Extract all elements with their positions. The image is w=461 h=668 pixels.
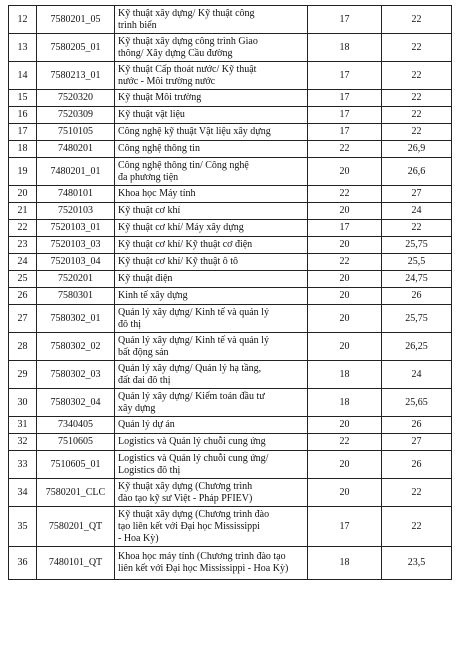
program-name-cell [115, 451, 308, 479]
threshold-score-cell: 22 [308, 186, 382, 203]
table-row [9, 34, 452, 62]
program-code-cell: 7580302_01 [37, 305, 115, 333]
program-name-line: Logistics và Quản lý chuỗi cung ứng/ [118, 452, 269, 464]
program-code-cell: 7520103_01 [37, 220, 115, 237]
admission-score-table [8, 5, 452, 580]
row-number-cell: 32 [9, 434, 37, 451]
row-number-cell: 18 [9, 141, 37, 158]
program-name-line: Quản lý xây dựng/ Kiểm toán đầu tư [118, 390, 265, 402]
table-row [9, 507, 452, 547]
program-code-cell: 7510105 [37, 124, 115, 141]
program-name-line: Logistics đô thị [118, 464, 181, 476]
program-name-line: xây dựng [118, 402, 156, 414]
table-row [9, 361, 452, 389]
score-cell: 26,6 [382, 158, 452, 186]
table-row [9, 141, 452, 158]
program-name-line: Kỹ thuật Môi trường [118, 92, 202, 103]
score-cell: 26,9 [382, 141, 452, 158]
program-name-cell [115, 220, 308, 237]
score-cell: 26 [382, 451, 452, 479]
program-name-line: Logistics và Quản lý chuỗi cung ứng [118, 436, 266, 447]
program-name-line: Công nghệ thông tin [118, 143, 200, 154]
score-cell: 26 [382, 288, 452, 305]
table-row [9, 107, 452, 124]
program-name-line: Kinh tế xây dựng [118, 290, 188, 301]
threshold-score-cell: 20 [308, 237, 382, 254]
row-number-cell: 34 [9, 479, 37, 507]
table-row [9, 90, 452, 107]
table-row [9, 479, 452, 507]
row-number-cell: 15 [9, 90, 37, 107]
program-name-cell [115, 333, 308, 361]
row-number-cell: 16 [9, 107, 37, 124]
score-cell: 25,75 [382, 305, 452, 333]
program-name-cell [115, 141, 308, 158]
score-cell: 22 [382, 124, 452, 141]
score-cell: 22 [382, 90, 452, 107]
threshold-score-cell: 18 [308, 361, 382, 389]
program-code-cell: 7580213_01 [37, 62, 115, 90]
row-number-cell: 20 [9, 186, 37, 203]
threshold-score-cell: 20 [308, 288, 382, 305]
row-number-cell: 25 [9, 271, 37, 288]
threshold-score-cell: 20 [308, 158, 382, 186]
program-name-line: Kỹ thuật xây dựng công trình Giao [118, 35, 258, 47]
score-cell: 25,75 [382, 237, 452, 254]
program-name-cell [115, 6, 308, 34]
row-number-cell: 14 [9, 62, 37, 90]
row-number-cell: 27 [9, 305, 37, 333]
row-number-cell: 12 [9, 6, 37, 34]
program-name-cell [115, 90, 308, 107]
threshold-score-cell: 18 [308, 389, 382, 417]
program-name-cell [115, 361, 308, 389]
row-number-cell: 29 [9, 361, 37, 389]
threshold-score-cell: 22 [308, 254, 382, 271]
program-name-cell [115, 107, 308, 124]
program-name-line: Quản lý dự án [118, 419, 175, 430]
program-name-line: Kỹ thuật vật liệu [118, 109, 185, 120]
program-name-cell [115, 479, 308, 507]
program-code-cell: 7480201 [37, 141, 115, 158]
threshold-score-cell: 20 [308, 305, 382, 333]
program-name-line: đào tạo kỹ sư Việt - Pháp PFIEV) [118, 492, 253, 504]
program-name-line: Kỹ thuật cơ khí [118, 205, 181, 216]
program-name-cell [115, 186, 308, 203]
threshold-score-cell: 22 [308, 141, 382, 158]
program-name-cell [115, 254, 308, 271]
threshold-score-cell: 17 [308, 124, 382, 141]
table-row [9, 333, 452, 361]
program-code-cell: 7520201 [37, 271, 115, 288]
program-code-cell: 7580201_CLC [37, 479, 115, 507]
program-code-cell: 7520103_03 [37, 237, 115, 254]
threshold-score-cell: 20 [308, 417, 382, 434]
table-row [9, 434, 452, 451]
program-name-line: đô thị [118, 318, 142, 330]
score-cell: 24 [382, 203, 452, 220]
row-number-cell: 13 [9, 34, 37, 62]
threshold-score-cell: 17 [308, 90, 382, 107]
table-row [9, 124, 452, 141]
program-name-cell [115, 62, 308, 90]
program-name-line: thông/ Xây dựng Cầu đường [118, 47, 233, 59]
program-name-line: Kỹ thuật Cấp thoát nước/ Kỹ thuật [118, 63, 257, 75]
table-row [9, 288, 452, 305]
program-code-cell: 7520103_04 [37, 254, 115, 271]
program-code-cell: 7480101_QT [37, 547, 115, 580]
score-cell: 23,5 [382, 547, 452, 580]
program-code-cell: 7580301 [37, 288, 115, 305]
program-code-cell: 7510605 [37, 434, 115, 451]
program-name-cell [115, 34, 308, 62]
program-name-cell [115, 547, 308, 580]
program-name-line: Kỹ thuật xây dựng/ Kỹ thuật công [118, 7, 255, 19]
table-row [9, 158, 452, 186]
row-number-cell: 17 [9, 124, 37, 141]
table-row [9, 62, 452, 90]
score-cell: 22 [382, 62, 452, 90]
program-name-line: bất động sản [118, 346, 169, 358]
threshold-score-cell: 22 [308, 434, 382, 451]
program-code-cell: 7580302_04 [37, 389, 115, 417]
program-code-cell: 7520103 [37, 203, 115, 220]
program-name-line: Khoa học máy tính (Chương trình đào tạo [118, 551, 286, 562]
program-name-line: liên kết với Đại học Mississippi - Hoa Kỳ) [118, 563, 289, 574]
program-code-cell: 7520320 [37, 90, 115, 107]
threshold-score-cell: 17 [308, 107, 382, 124]
program-name-line: Công nghệ kỹ thuật Vật liệu xây dựng [118, 126, 271, 137]
threshold-score-cell: 17 [308, 220, 382, 237]
table-row [9, 186, 452, 203]
threshold-score-cell: 17 [308, 62, 382, 90]
table-row [9, 547, 452, 580]
program-name-cell [115, 237, 308, 254]
threshold-score-cell: 20 [308, 271, 382, 288]
table-row [9, 237, 452, 254]
row-number-cell: 33 [9, 451, 37, 479]
program-code-cell: 7580201_QT [37, 507, 115, 547]
row-number-cell: 24 [9, 254, 37, 271]
score-cell: 22 [382, 479, 452, 507]
row-number-cell: 21 [9, 203, 37, 220]
row-number-cell: 28 [9, 333, 37, 361]
score-cell: 22 [382, 107, 452, 124]
program-name-line: Quản lý xây dựng/ Kinh tế và quản lý [118, 334, 269, 346]
table-body [9, 6, 452, 580]
program-name-line: nước - Môi trường nước [118, 75, 216, 87]
score-cell: 24 [382, 361, 452, 389]
score-cell: 26 [382, 417, 452, 434]
program-name-cell [115, 203, 308, 220]
program-code-cell: 7480101 [37, 186, 115, 203]
program-name-cell [115, 158, 308, 186]
program-name-line: tạo liên kết với Đại học Mississippi [118, 520, 260, 532]
program-name-cell [115, 305, 308, 333]
threshold-score-cell: 17 [308, 6, 382, 34]
threshold-score-cell: 20 [308, 333, 382, 361]
program-name-cell [115, 434, 308, 451]
score-cell: 25,65 [382, 389, 452, 417]
row-number-cell: 22 [9, 220, 37, 237]
threshold-score-cell: 20 [308, 451, 382, 479]
program-name-line: Kỹ thuật cơ khí/ Máy xây dựng [118, 222, 244, 233]
program-name-line: Kỹ thuật cơ khí/ Kỹ thuật ô tô [118, 256, 238, 267]
program-name-cell [115, 507, 308, 547]
score-cell: 27 [382, 186, 452, 203]
table-row [9, 271, 452, 288]
row-number-cell: 36 [9, 547, 37, 580]
threshold-score-cell: 18 [308, 34, 382, 62]
row-number-cell: 26 [9, 288, 37, 305]
program-code-cell: 7580201_05 [37, 6, 115, 34]
score-cell: 22 [382, 34, 452, 62]
table-row [9, 389, 452, 417]
program-code-cell: 7340405 [37, 417, 115, 434]
table-row [9, 417, 452, 434]
program-name-cell [115, 389, 308, 417]
program-code-cell: 7480201_01 [37, 158, 115, 186]
score-cell: 27 [382, 434, 452, 451]
table-row [9, 220, 452, 237]
score-cell: 24,75 [382, 271, 452, 288]
score-cell: 22 [382, 507, 452, 547]
program-name-line: đa phương tiện [118, 171, 179, 183]
program-name-cell [115, 271, 308, 288]
program-name-line: Kỹ thuật cơ khí/ Kỹ thuật cơ điện [118, 239, 253, 250]
score-cell: 26,25 [382, 333, 452, 361]
program-name-line: Kỹ thuật xây dựng (Chương trình [118, 480, 253, 492]
program-code-cell: 7520309 [37, 107, 115, 124]
row-number-cell: 30 [9, 389, 37, 417]
program-code-cell: 7580302_02 [37, 333, 115, 361]
row-number-cell: 23 [9, 237, 37, 254]
program-name-cell [115, 417, 308, 434]
program-name-line: Khoa học Máy tính [118, 188, 196, 199]
program-name-cell [115, 288, 308, 305]
program-name-cell [115, 124, 308, 141]
table-row [9, 6, 452, 34]
score-cell: 22 [382, 220, 452, 237]
row-number-cell: 31 [9, 417, 37, 434]
table-row [9, 254, 452, 271]
table-row [9, 203, 452, 220]
row-number-cell: 19 [9, 158, 37, 186]
program-name-line: Kỹ thuật xây dựng (Chương trình đào [118, 508, 270, 520]
program-name-line: đất đai đô thị [118, 374, 171, 386]
table-row [9, 451, 452, 479]
threshold-score-cell: 20 [308, 479, 382, 507]
program-code-cell: 7580205_01 [37, 34, 115, 62]
score-cell: 22 [382, 6, 452, 34]
program-name-line: Công nghệ thông tin/ Công nghệ [118, 159, 249, 171]
program-code-cell: 7580302_03 [37, 361, 115, 389]
threshold-score-cell: 17 [308, 507, 382, 547]
program-name-line: - Hoa Kỳ) [118, 532, 159, 544]
program-name-line: Quản lý xây dựng/ Quản lý hạ tầng, [118, 362, 262, 374]
threshold-score-cell: 20 [308, 203, 382, 220]
program-name-line: Quản lý xây dựng/ Kinh tế và quản lý [118, 306, 269, 318]
score-cell: 25,5 [382, 254, 452, 271]
threshold-score-cell: 18 [308, 547, 382, 580]
table-row [9, 305, 452, 333]
program-code-cell: 7510605_01 [37, 451, 115, 479]
row-number-cell: 35 [9, 507, 37, 547]
program-name-line: Kỹ thuật điện [118, 273, 173, 284]
program-name-line: trình biển [118, 19, 157, 31]
